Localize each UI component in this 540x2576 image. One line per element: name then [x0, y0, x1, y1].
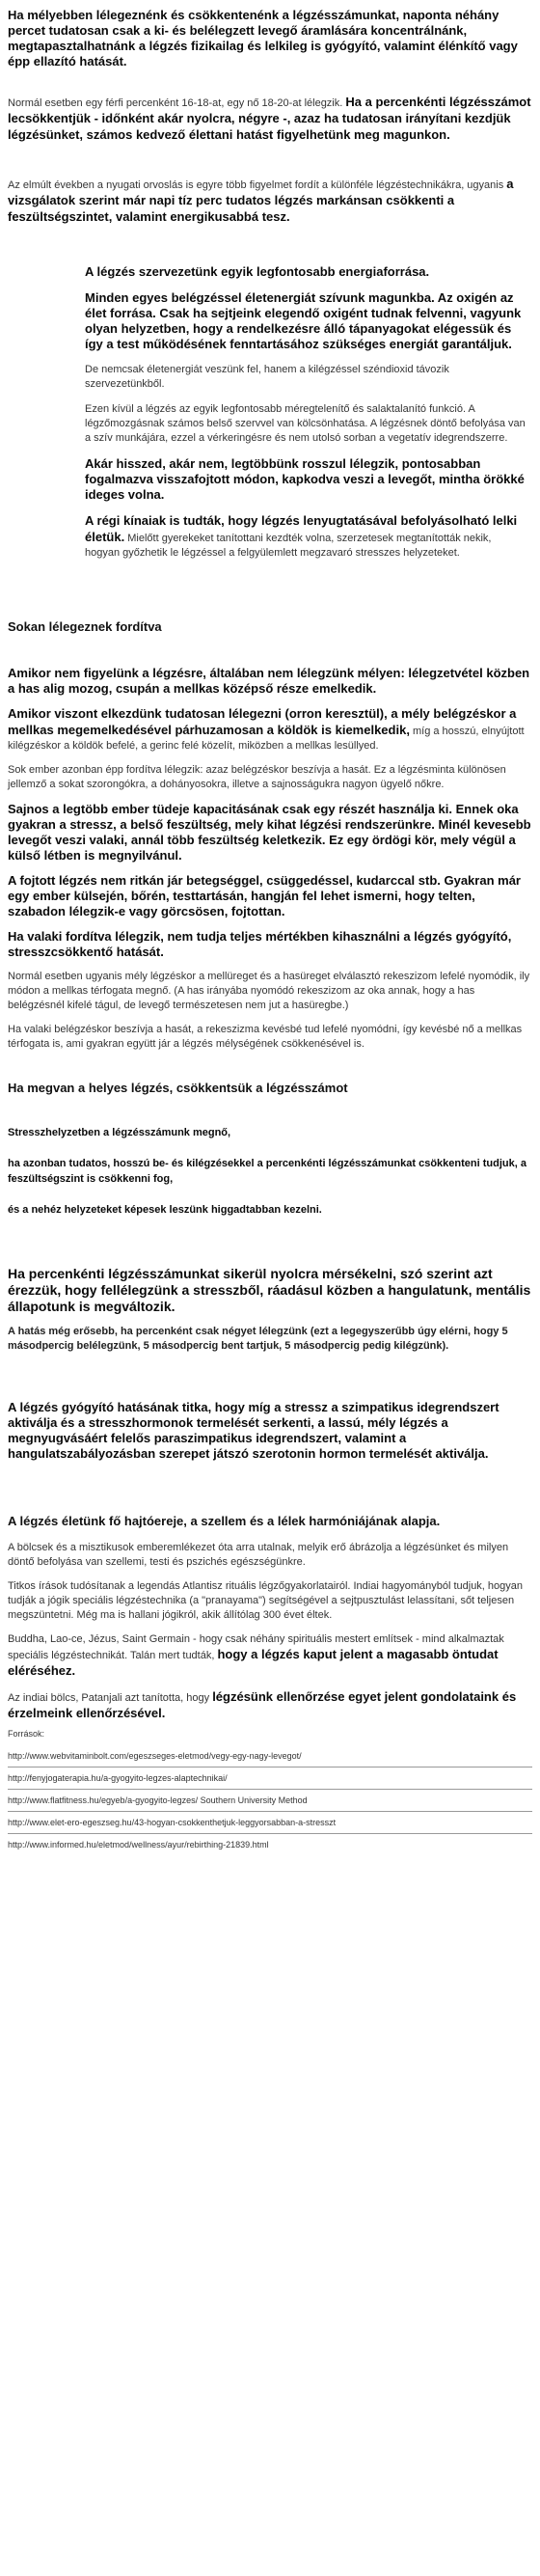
sec3-paragraph-1: Ha percenkénti légzésszámunkat sikerül nyolcra mérsékelni, szó szerint azt érezzük, hogy fellélegzünk a stresszből, ráadásul közben a hangulatunk, mentális állapotunk is megváltozik. [8, 1266, 531, 1314]
sec4-p4-normal: Az indiai bölcs, Patanjali azt tanította, hogy [8, 1692, 213, 1704]
sec1-p2-normal: míg a hosszú, elnyújtott kilégzéskor a köldök befelé, a gerinc felé közelít, miközben a mellkas lesüllyed. [8, 726, 525, 752]
intro-p3-normal: Az elmúlt években a nyugati orvoslás is egyre több figyelmet fordít a különféle légzéstechnikákra, ugyanis [8, 179, 507, 191]
sec1-p2-bold-2: a mély belégzéskor a mellkas megemelkedésével párhuzamosan a köldök is kiemelkedik, [8, 706, 517, 737]
section-heading: A légzés életünk fő hajtóereje, a szellem és a lélek harmóniájának alapja. [8, 1514, 441, 1528]
sec1-paragraph-3: Sok ember azonban épp fordítva lélegzik: azaz belégzéskor beszívja a hasát. Ez a légzésminta különösen jellemző a sokat szorongókra, a dohányosokra, illetve a sajnosságukra nagyon ügyelő nőkre. [8, 764, 506, 790]
section-life-force [8, 1514, 532, 1722]
sec3-paragraph-2: A hatás még erősebb, ha percenként csak négyet lélegzünk (ezt a legegyszerűbb úgy elérni, hogy 5 másodpercig belélegzünk, 5 másodpercig bent tartjuk, 5 másodpercig pedig kilégzünk). [8, 1326, 508, 1352]
sec2-paragraph-2: ha azonban tudatos, hosszú be- és kilégzésekkel a percenkénti légzésszámunkat csökkenteni tudjuk, a feszültségszint is csökkenni fog, [8, 1158, 526, 1185]
inset-paragraph-2: Minden egyes belégzéssel életenergiát szívunk magunkba. Az oxigén az élet forrása. Csak ha sejtjeink elegendő oxigént tudnak felvenni, vagyunk olyan helyzetben, hogy a rendelkezésre álló tápanyagokat elégessük és így a test működésének fenntartásához szükséges energiát garantáljuk. [85, 290, 522, 351]
source-link[interactable]: http://www.elet-ero-egeszseg.hu/43-hogyan-csokkenthetjuk-leggyorsabban-a-stresszt [8, 1812, 532, 1834]
intro-p3-bold: a vizsgálatok szerint már napi tíz perc tudatos légzés markánsan csökkenti a feszültségszintet, valamint energikusabbá tesz. [8, 177, 514, 224]
sec1-paragraph-8: Ha valaki belégzéskor beszívja a hasát, a rekeszizma kevésbé tud lefelé nyomódni, így kevésbé nő a mellkas térfogata is, ami gyakran együtt jár a légzés mélységének csökkenésével is. [8, 1024, 523, 1050]
inset-section [85, 264, 526, 561]
inset-paragraph-6 [85, 513, 526, 561]
intro-paragraph-2 [8, 95, 532, 144]
section-reduce-breath-rate [8, 1081, 532, 1218]
sources-section [8, 1728, 532, 1855]
section-breath-effects [8, 1266, 532, 1462]
sec3-paragraph-3: A légzés gyógyító hatásának titka, hogy míg a stressz a szimpatikus idegrendszert aktiválja és a stresszhormonok termelését serkenti, a lassú, mély légzés a megnyugvásáért felelős paraszimpatikus idegrendszert, valamint a hangulatszabályozásban szerepet játszó szerotonin hormon termelését aktiválja. [8, 1400, 500, 1461]
sec1-paragraph-1: Amikor nem figyelünk a légzésre, általában nem lélegzünk mélyen: lélegzetvétel közben a has alig mozog, csupán a mellkas középső része emelkedik. [8, 666, 530, 696]
sec2-paragraph-3: és a nehéz helyzeteket képesek leszünk higgadtabban kezelni. [8, 1204, 322, 1216]
sec2-paragraph-1: Stresszhelyzetben a légzésszámunk megnő, [8, 1127, 231, 1138]
sec4-paragraph-1: A bölcsek és a misztikusok emberemlékezet óta arra utalnak, melyik erő ábrázolja a légzésünket és milyen döntő befolyása van szellemi, testi és pszichés egészségünkre. [8, 1542, 509, 1568]
inset-paragraph-1: A légzés szervezetünk egyik legfontosabb energiaforrása. [85, 264, 430, 279]
sec1-paragraph-7: Normál esetben ugyanis mély légzéskor a mellüreget és a hasüreget elválasztó rekeszizom lefelé nyomódik, ily módon a mellkas térfogata megnő. (A has irányába nyomódó rekeszizom az oka annak, hogy a has belégzésnél kifelé tágul, de levegő természetesen nem jut a hasüregbe.) [8, 971, 530, 1011]
inset-p6-bold: A régi kínaiak is tudták, hogy légzés lenyugtatásával befolyásolható lelki életük. [85, 513, 518, 544]
source-link[interactable]: http://www.informed.hu/eletmod/wellness/ayur/rebirthing-21839.html [8, 1840, 269, 1850]
section-heading: Sokan lélegeznek fordítva [8, 619, 162, 634]
source-link[interactable]: http://www.flatfitness.hu/egyeb/a-gyogyito-legzes/ Southern University Method [8, 1790, 532, 1812]
sec1-paragraph-5: A fojtott légzés nem ritkán jár betegséggel, csüggedéssel, kudarccal stb. Gyakran már egy ember külsején, bőrén, testtartásán, hangján fel lehet ismerni, hogy telten, szabadon lélegzik-e vagy görcsösen, fojtottan. [8, 873, 521, 918]
inset-p6-normal: Mielőtt gyerekeket tanítottani kezdték volna, szerzetesek megtanították nekik, hogyan győzhetik le légzéssel a felgyülemlett megzavaró stresszes helyzeteket. [85, 533, 492, 559]
sec4-p3-normal: Buddha, Lao-ce, Jézus, Saint Germain - hogy csak néhány spirituális mestert említsek - mind alkalmaztak speciális légzéstechnikát. Talán mert tudták, [8, 1633, 504, 1661]
sec4-p3-bold: hogy a légzés kaput jelent a magasabb öntudat eléréséhez. [8, 1647, 499, 1678]
intro-p2-bold: Ha a percenkénti légzésszámot lecsökkentjük - időnként akár nyolcra, négyre -, azaz ha tudatosan irányítani kezdjük légzésünket, számos kedvező élettani hatást figyelhetünk meg magunkon. [8, 95, 531, 142]
sec1-paragraph-2 [8, 706, 532, 754]
inset-paragraph-5: Akár hisszed, akár nem, legtöbbünk rosszul lélegzik, pontosabban fogalmazva visszafojtott módon, kapkodva veszi a levegőt, mintha örökké ideges volna. [85, 456, 525, 502]
sec1-paragraph-4: Sajnos a legtöbb ember tüdeje kapacitásának csak egy részét használja ki. Ennek oka gyakran a stressz, a belső feszültség, mely kihat légzési rendszerünkre. Minél kevesebb levegőt veszi valaki, annál több feszültség keletkezik. Ez egy ördögi kör, mely végül a külső létben is megnyilvánul. [8, 802, 531, 863]
inset-paragraph-4: Ezen kívül a légzés az egyik legfontosabb méregtelenítő és salaktalanító funkció. A légzőmozgásnak számos belső szervvel van kölcsönhatása. A légzésnek döntő befolyása van a szív munkájára, ezzel a vérkeringésre és nem utolsó sorban a vegetatív idegrendszerre. [85, 403, 526, 444]
section-reverse-breathing [8, 619, 532, 1052]
intro-paragraph-1: Ha mélyebben lélegeznénk és csökkentenénk a légzésszámunkat, naponta néhány percet tudatosan csak a ki- és belélegzett levegő áramlására koncentrálnánk, megtapasztalhatnánk a légzés fizikailag és lelkileg is gyógyító, valamint élénkítő vagy épp ellazító hatását. [8, 8, 518, 69]
inset-paragraph-3: De nemcsak életenergiát veszünk fel, hanem a kilégzéssel széndioxid távozik szervezetünkből. [85, 364, 449, 390]
sec1-p2-bold-1: Amikor viszont elkezdünk tudatosan lélegezni (orron keresztül), [8, 706, 388, 721]
sec1-paragraph-6: Ha valaki fordítva lélegzik, nem tudja teljes mértékben kihasználni a légzés gyógyító, stresszcsökkentő hatását. [8, 929, 512, 959]
intro-p2-normal: Normál esetben egy férfi percenként 16-18-at, egy nő 18-20-at lélegzik. [8, 97, 346, 109]
sec4-p4-bold: légzésünk ellenőrzése egyet jelent gondolataink és érzelmeink ellenőrzésével. [8, 1689, 517, 1720]
source-link[interactable]: http://www.webvitaminbolt.com/egeszseges-eletmod/vegy-egy-nagy-levegot/ [8, 1745, 532, 1768]
source-link[interactable]: http://fenyjogaterapia.hu/a-gyogyito-legzes-alaptechnikai/ [8, 1768, 532, 1790]
intro-section [8, 0, 532, 226]
sec4-paragraph-4 [8, 1689, 532, 1722]
section-heading: Ha megvan a helyes légzés, csökkentsük a légzésszámot [8, 1081, 348, 1095]
sources-label: Források: [8, 1729, 45, 1739]
intro-paragraph-3 [8, 177, 532, 226]
sec4-paragraph-2: Titkos írások tudósítanak a legendás Atlantisz rituális légzőgyakorlatairól. Indiai hagyományból tudjuk, hogyan tudják a jógik speciális légzéstechnika (a "pranayama") segítségével a sejtpusztulást lelassítani, sőt teljesen megszüntetni. Még ma is hallani jógikról, akik állítólag 300 évet éltek. [8, 1580, 524, 1621]
sec4-paragraph-3 [8, 1632, 532, 1680]
